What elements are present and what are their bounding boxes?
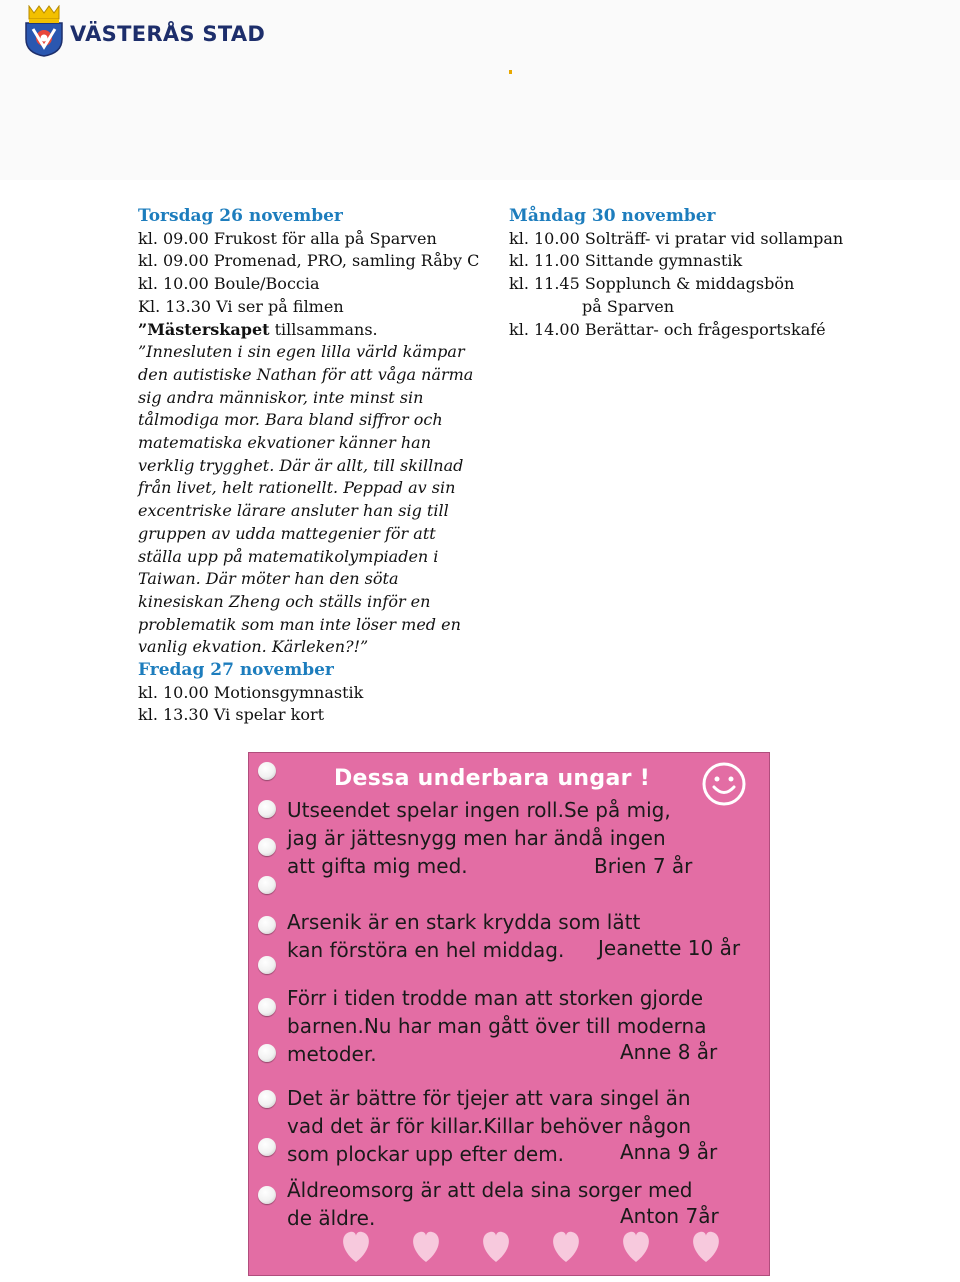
quote-line: kan förstöra en hel middag. (287, 938, 565, 962)
schedule-item: kl. 11.00 Sittande gymnastik (509, 251, 743, 271)
film-description-line: gruppen av udda mattegenier för att (138, 523, 436, 543)
film-description-line: vanlig ekvation. Kärleken?!” (138, 637, 369, 657)
schedule-item-continuation: på Sparven (582, 296, 675, 316)
schedule-item: kl. 10.00 Solträff- vi pratar vid sollampan (509, 228, 844, 248)
binder-hole (258, 1090, 276, 1108)
quote-signature: Brien 7 år (594, 854, 693, 878)
binder-hole (258, 876, 276, 894)
schedule-item: kl. 09.00 Promenad, PRO, samling Råby C (138, 251, 480, 271)
film-title-line (138, 319, 473, 342)
schedule-item: Kl. 13.30 Vi ser på filmen (138, 296, 344, 316)
film-description-line: ställa upp på matematikolympiaden i (138, 546, 439, 566)
quote-line: Äldreomsorg är att dela sina sorger med (287, 1178, 693, 1202)
schedule-item: kl. 10.00 Motionsgymnastik (138, 682, 364, 702)
heart-icon (343, 1232, 369, 1262)
quote-signature: Anton 7år (620, 1204, 719, 1228)
film-description-line: excentriske lärare ansluter han sig till (138, 501, 449, 521)
heart-icon (553, 1232, 579, 1262)
heart-icon (413, 1232, 439, 1262)
binder-hole (258, 916, 276, 934)
film-description-line: verklig trygghet. Där är allt, till skillnad (138, 455, 464, 475)
quote-line: Arsenik är en stark krydda som lätt (287, 910, 641, 934)
film-description-line: Taiwan. Där möter han den söta (138, 569, 399, 589)
note-title: Dessa underbara ungar ! (334, 766, 651, 791)
logo-text: VÄSTERÅS STAD (70, 22, 266, 46)
decorative-dot (509, 70, 512, 74)
binder-hole (258, 1186, 276, 1204)
heart-icon (693, 1232, 719, 1262)
binder-hole (258, 1044, 276, 1062)
binder-hole (258, 838, 276, 856)
binder-hole (258, 956, 276, 974)
schedule-item: kl. 14.00 Berättar- och frågesportskafé (509, 319, 826, 339)
quote-line: att gifta mig med. (287, 854, 468, 878)
quote-line: barnen.Nu har man gått över till moderna (287, 1014, 707, 1038)
film-description-line: sig andra människor, inte minst sin (138, 387, 424, 407)
quote-line: Förr i tiden trodde man att storken gjorde (287, 986, 704, 1010)
heart-icon (483, 1232, 509, 1262)
binder-holes (258, 762, 280, 1222)
binder-hole (258, 762, 276, 780)
film-description-line: tålmodiga mor. Bara bland siffror och (138, 410, 443, 430)
schedule-item: kl. 13.30 Vi spelar kort (138, 705, 325, 725)
film-title: ”Mästerskapet (138, 319, 270, 339)
day-heading-thursday: Torsdag 26 november (138, 206, 343, 226)
quote-line: jag är jättesnygg men har ändå ingen (287, 826, 666, 850)
heart-icon (623, 1232, 649, 1262)
quote-signature: Jeanette 10 år (598, 936, 741, 960)
kids-quotes-note (248, 752, 770, 1276)
binder-hole (258, 800, 276, 818)
binder-hole (258, 1138, 276, 1156)
quote-line: som plockar upp efter dem. (287, 1142, 565, 1166)
right-column (509, 205, 949, 341)
film-description-line: problematik som man inte löser med en (138, 614, 461, 634)
left-column (138, 205, 480, 727)
quote-signature: Anna 9 år (620, 1140, 718, 1164)
schedule-item: kl. 09.00 Frukost för alla på Sparven (138, 228, 437, 248)
binder-hole (258, 998, 276, 1016)
film-title-suffix: tillsammans. (269, 319, 378, 339)
quote-line: vad det är för killar.Killar behöver någon (287, 1114, 692, 1138)
schedule-item: kl. 11.45 Sopplunch & middagsbön (509, 274, 795, 294)
city-crest-logo (24, 5, 64, 57)
schedule-item: kl. 10.00 Boule/Boccia (138, 274, 320, 294)
film-description-line: ”Innesluten i sin egen lilla värld kämpar (138, 342, 465, 362)
hearts-row (338, 1220, 738, 1270)
quote-jeanette (287, 908, 640, 964)
smiley-icon (700, 760, 748, 808)
quote-line: de äldre. (287, 1206, 376, 1230)
day-heading-monday: Måndag 30 november (509, 206, 716, 226)
quote-line: Utseendet spelar ingen roll.Se på mig, (287, 798, 671, 822)
quote-line: metoder. (287, 1042, 377, 1066)
quote-signature: Anne 8 år (620, 1040, 718, 1064)
film-description-line: den autistiske Nathan för att våga närma (138, 364, 474, 384)
day-heading-friday: Fredag 27 november (138, 660, 334, 681)
quote-line: Det är bättre för tjejer att vara singel än (287, 1086, 691, 1110)
film-description-line: kinesiskan Zheng och ställs inför en (138, 591, 431, 611)
film-description-line: matematiska ekvationer känner han (138, 433, 432, 453)
film-description-line: från livet, helt rationellt. Peppad av sin (138, 478, 456, 498)
header-banner (0, 0, 960, 180)
